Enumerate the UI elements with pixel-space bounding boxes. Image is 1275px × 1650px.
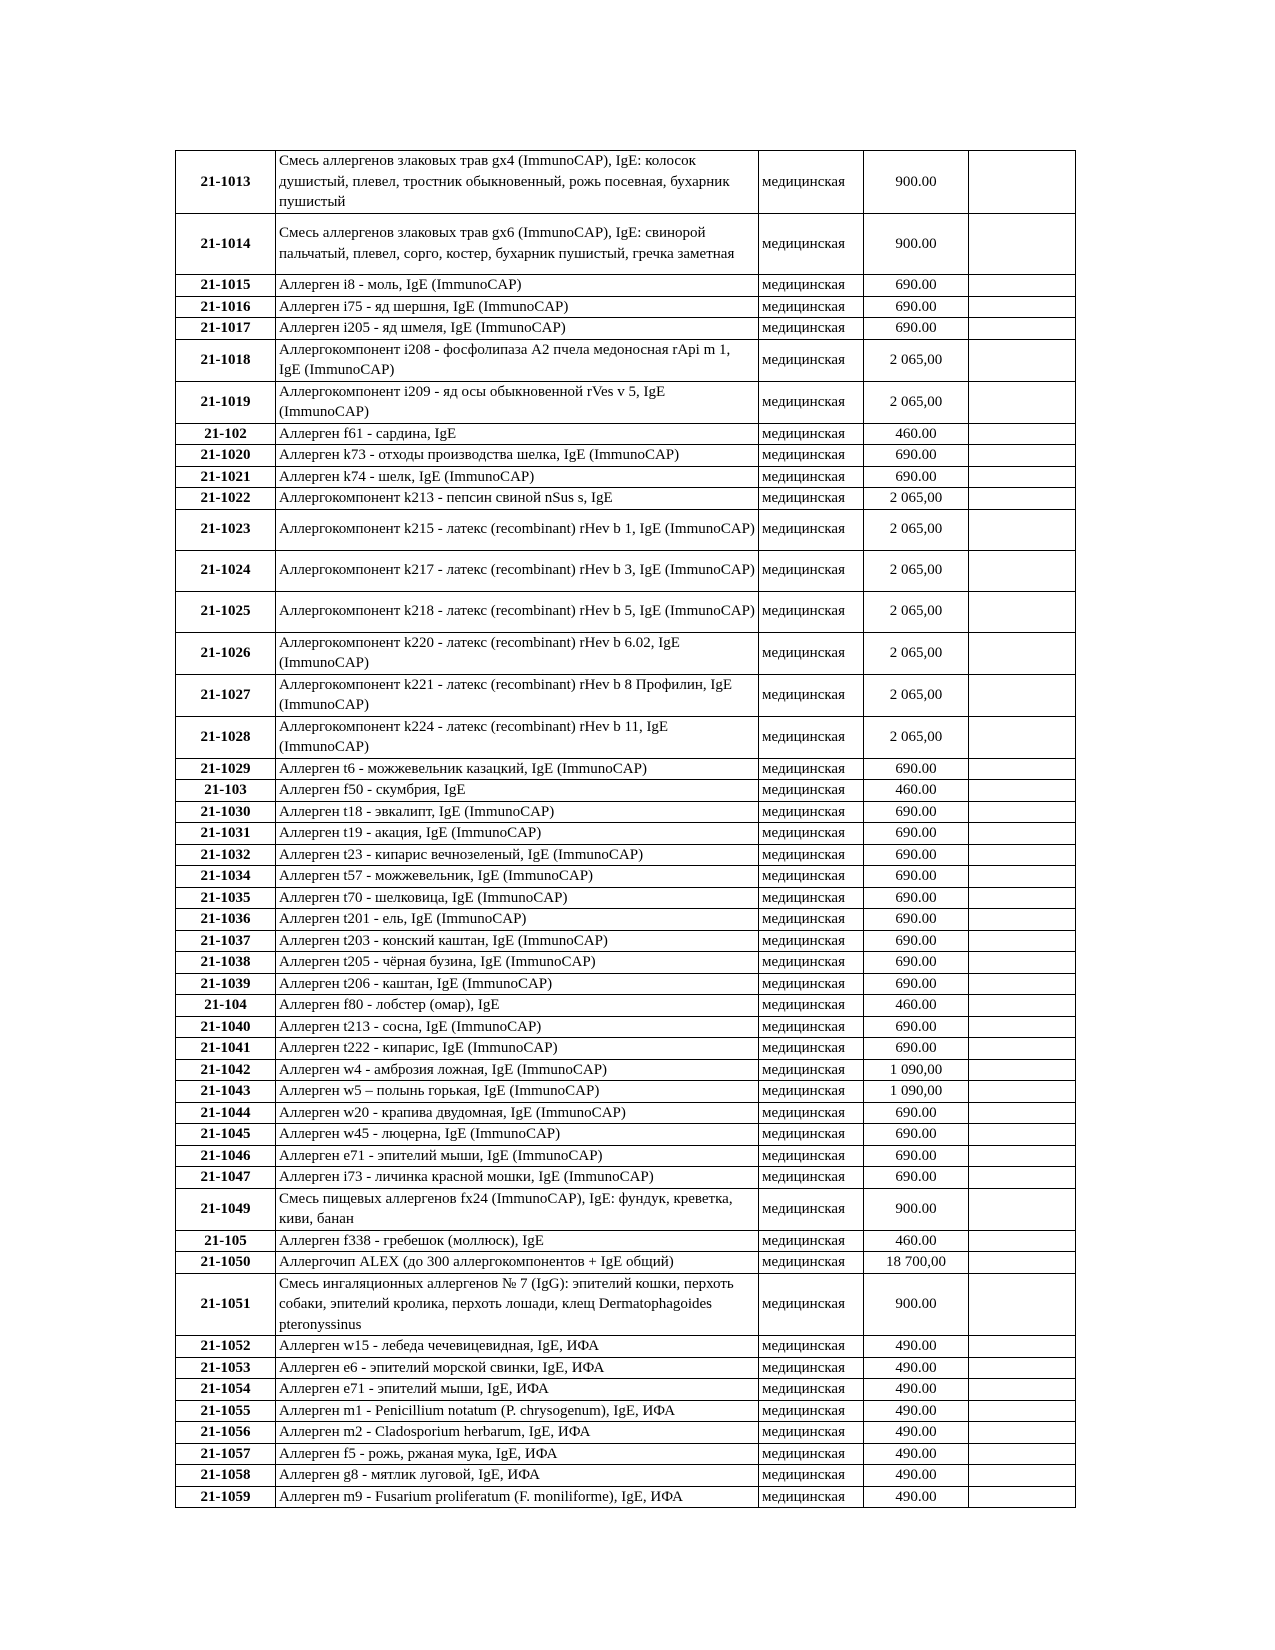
service-code-cell: 21-1023 (176, 509, 276, 550)
service-name-cell: Аллерген i75 - яд шершня, IgE (ImmunoCAP) (276, 296, 759, 318)
service-price-cell: 690.00 (864, 318, 969, 340)
service-code-cell: 21-1055 (176, 1400, 276, 1422)
service-price-cell: 460.00 (864, 780, 969, 802)
table-row (176, 1400, 1076, 1422)
table-row (176, 1081, 1076, 1103)
service-type-cell: медицинская (759, 930, 864, 952)
table-row (176, 1273, 1076, 1336)
service-extra-cell (969, 1273, 1076, 1336)
service-name-cell: Аллерген f61 - сардина, IgE (276, 423, 759, 445)
table-row (176, 339, 1076, 381)
service-price-cell: 690.00 (864, 823, 969, 845)
service-code-cell: 21-1042 (176, 1059, 276, 1081)
service-extra-cell (969, 1252, 1076, 1274)
service-extra-cell (969, 1081, 1076, 1103)
service-extra-cell (969, 296, 1076, 318)
service-extra-cell (969, 1102, 1076, 1124)
service-type-cell: медицинская (759, 445, 864, 467)
service-name-cell: Аллергокомпонент k217 - латекс (recombinant) rHev b 3, IgE (ImmunoCAP) (276, 550, 759, 591)
table-row (176, 1443, 1076, 1465)
service-extra-cell (969, 674, 1076, 716)
service-extra-cell (969, 275, 1076, 297)
service-name-cell: Аллергокомпонент i208 - фосфолипаза А2 пчела медоносная rApi m 1, IgE (ImmunoCAP) (276, 339, 759, 381)
service-type-cell: медицинская (759, 213, 864, 275)
service-price-cell: 690.00 (864, 1124, 969, 1146)
service-type-cell: медицинская (759, 275, 864, 297)
service-name-cell: Аллерген t213 - сосна, IgE (ImmunoCAP) (276, 1016, 759, 1038)
service-code-cell: 21-1045 (176, 1124, 276, 1146)
service-extra-cell (969, 591, 1076, 632)
service-price-cell: 690.00 (864, 801, 969, 823)
service-price-cell: 2 065,00 (864, 488, 969, 510)
service-price-cell: 690.00 (864, 1102, 969, 1124)
service-type-cell: медицинская (759, 801, 864, 823)
service-code-cell: 21-1019 (176, 381, 276, 423)
service-code-cell: 21-1034 (176, 866, 276, 888)
service-type-cell: медицинская (759, 1336, 864, 1358)
service-extra-cell (969, 423, 1076, 445)
service-price-cell: 690.00 (864, 1016, 969, 1038)
service-price-cell: 690.00 (864, 909, 969, 931)
service-name-cell: Аллерген k73 - отходы производства шелка, IgE (ImmunoCAP) (276, 445, 759, 467)
service-name-cell: Аллерген t19 - акация, IgE (ImmunoCAP) (276, 823, 759, 845)
service-type-cell: медицинская (759, 509, 864, 550)
service-price-cell: 460.00 (864, 1230, 969, 1252)
service-code-cell: 21-1049 (176, 1188, 276, 1230)
service-name-cell: Аллергокомпонент k218 - латекс (recombinant) rHev b 5, IgE (ImmunoCAP) (276, 591, 759, 632)
service-type-cell: медицинская (759, 151, 864, 214)
service-extra-cell (969, 488, 1076, 510)
service-extra-cell (969, 1357, 1076, 1379)
service-code-cell: 21-1036 (176, 909, 276, 931)
service-code-cell: 21-1041 (176, 1038, 276, 1060)
service-name-cell: Смесь аллергенов злаковых трав gx4 (ImmunoCAP), IgE: колосок душистый, плевел, тростник обыкновенный, рожь посевная, бухарник пушистый (276, 151, 759, 214)
service-extra-cell (969, 780, 1076, 802)
service-code-cell: 21-1053 (176, 1357, 276, 1379)
service-name-cell: Аллергокомпонент k221 - латекс (recombinant) rHev b 8 Профилин, IgE (ImmunoCAP) (276, 674, 759, 716)
service-extra-cell (969, 213, 1076, 275)
service-name-cell: Аллерген w4 - амброзия ложная, IgE (ImmunoCAP) (276, 1059, 759, 1081)
service-code-cell: 21-1030 (176, 801, 276, 823)
service-price-cell: 2 065,00 (864, 339, 969, 381)
service-extra-cell (969, 381, 1076, 423)
service-type-cell: медицинская (759, 758, 864, 780)
table-row (176, 1124, 1076, 1146)
table-row (176, 550, 1076, 591)
service-code-cell: 21-1044 (176, 1102, 276, 1124)
service-type-cell: медицинская (759, 1145, 864, 1167)
service-price-cell: 490.00 (864, 1400, 969, 1422)
service-type-cell: медицинская (759, 909, 864, 931)
service-name-cell: Аллерген t206 - каштан, IgE (ImmunoCAP) (276, 973, 759, 995)
service-name-cell: Аллерген i73 - личинка красной мошки, IgE (ImmunoCAP) (276, 1167, 759, 1189)
table-row (176, 844, 1076, 866)
table-row (176, 318, 1076, 340)
service-type-cell: медицинская (759, 1400, 864, 1422)
service-price-cell: 2 065,00 (864, 381, 969, 423)
service-name-cell: Аллерген m2 - Cladosporium herbarum, IgE, ИФА (276, 1422, 759, 1444)
service-extra-cell (969, 509, 1076, 550)
service-price-cell: 900.00 (864, 213, 969, 275)
service-code-cell: 21-1026 (176, 632, 276, 674)
service-code-cell: 21-1051 (176, 1273, 276, 1336)
service-price-cell: 490.00 (864, 1357, 969, 1379)
service-type-cell: медицинская (759, 1016, 864, 1038)
service-name-cell: Аллерген f80 - лобстер (омар), IgE (276, 995, 759, 1017)
service-name-cell: Аллергочип ALEX (до 300 аллергокомпонентов + IgE общий) (276, 1252, 759, 1274)
service-price-cell: 690.00 (864, 1145, 969, 1167)
service-type-cell: медицинская (759, 952, 864, 974)
service-code-cell: 21-1018 (176, 339, 276, 381)
service-code-cell: 21-1056 (176, 1422, 276, 1444)
service-code-cell: 21-1016 (176, 296, 276, 318)
service-name-cell: Аллерген m9 - Fusarium proliferatum (F. moniliforme), IgE, ИФА (276, 1486, 759, 1508)
service-price-cell: 690.00 (864, 930, 969, 952)
table-row (176, 1188, 1076, 1230)
service-type-cell: медицинская (759, 823, 864, 845)
service-type-cell: медицинская (759, 1443, 864, 1465)
service-price-cell: 2 065,00 (864, 716, 969, 758)
service-extra-cell (969, 632, 1076, 674)
table-row (176, 973, 1076, 995)
service-type-cell: медицинская (759, 674, 864, 716)
service-name-cell: Аллерген f5 - рожь, ржаная мука, IgE, ИФА (276, 1443, 759, 1465)
service-code-cell: 21-1046 (176, 1145, 276, 1167)
service-price-cell: 690.00 (864, 1038, 969, 1060)
service-code-cell: 21-1054 (176, 1379, 276, 1401)
service-name-cell: Аллерген t6 - можжевельник казацкий, IgE (ImmunoCAP) (276, 758, 759, 780)
service-price-cell: 690.00 (864, 887, 969, 909)
service-type-cell: медицинская (759, 423, 864, 445)
service-code-cell: 21-1058 (176, 1465, 276, 1487)
service-type-cell: медицинская (759, 1167, 864, 1189)
table-row (176, 823, 1076, 845)
service-type-cell: медицинская (759, 1465, 864, 1487)
service-price-cell: 1 090,00 (864, 1059, 969, 1081)
service-code-cell: 21-1017 (176, 318, 276, 340)
service-type-cell: медицинская (759, 780, 864, 802)
service-type-cell: медицинская (759, 1059, 864, 1081)
service-type-cell: медицинская (759, 1422, 864, 1444)
service-name-cell: Аллерген t23 - кипарис вечнозеленый, IgE (ImmunoCAP) (276, 844, 759, 866)
service-price-cell: 490.00 (864, 1486, 969, 1508)
table-row (176, 509, 1076, 550)
service-extra-cell (969, 550, 1076, 591)
service-price-cell: 18 700,00 (864, 1252, 969, 1274)
table-row (176, 780, 1076, 802)
service-extra-cell (969, 823, 1076, 845)
service-name-cell: Аллерген t201 - ель, IgE (ImmunoCAP) (276, 909, 759, 931)
service-type-cell: медицинская (759, 1081, 864, 1103)
service-code-cell: 21-1021 (176, 466, 276, 488)
service-code-cell: 21-1052 (176, 1336, 276, 1358)
service-name-cell: Аллерген k74 - шелк, IgE (ImmunoCAP) (276, 466, 759, 488)
service-extra-cell (969, 909, 1076, 931)
service-name-cell: Аллерген w5 – полынь горькая, IgE (ImmunoCAP) (276, 1081, 759, 1103)
service-code-cell: 21-1029 (176, 758, 276, 780)
service-code-cell: 21-1028 (176, 716, 276, 758)
service-name-cell: Аллерген t203 - конский каштан, IgE (ImmunoCAP) (276, 930, 759, 952)
table-row (176, 632, 1076, 674)
service-name-cell: Аллерген i205 - яд шмеля, IgE (ImmunoCAP) (276, 318, 759, 340)
table-row (176, 381, 1076, 423)
service-code-cell: 21-1047 (176, 1167, 276, 1189)
service-extra-cell (969, 1188, 1076, 1230)
service-price-cell: 900.00 (864, 151, 969, 214)
service-name-cell: Аллерген i8 - моль, IgE (ImmunoCAP) (276, 275, 759, 297)
table-row (176, 1422, 1076, 1444)
service-type-cell: медицинская (759, 1252, 864, 1274)
service-extra-cell (969, 930, 1076, 952)
service-extra-cell (969, 995, 1076, 1017)
service-type-cell: медицинская (759, 339, 864, 381)
service-name-cell: Аллерген f338 - гребешок (моллюск), IgE (276, 1230, 759, 1252)
service-code-cell: 21-1040 (176, 1016, 276, 1038)
service-code-cell: 21-1025 (176, 591, 276, 632)
service-extra-cell (969, 1059, 1076, 1081)
service-extra-cell (969, 952, 1076, 974)
service-code-cell: 21-1038 (176, 952, 276, 974)
service-name-cell: Аллерген m1 - Penicillium notatum (P. chrysogenum), IgE, ИФА (276, 1400, 759, 1422)
service-price-cell: 490.00 (864, 1336, 969, 1358)
service-extra-cell (969, 1038, 1076, 1060)
service-type-cell: медицинская (759, 1273, 864, 1336)
service-code-cell: 21-1039 (176, 973, 276, 995)
service-extra-cell (969, 1400, 1076, 1422)
service-price-cell: 490.00 (864, 1379, 969, 1401)
service-code-cell: 21-1057 (176, 1443, 276, 1465)
service-name-cell: Аллерген t205 - чёрная бузина, IgE (ImmunoCAP) (276, 952, 759, 974)
service-extra-cell (969, 1336, 1076, 1358)
table-row (176, 1059, 1076, 1081)
service-extra-cell (969, 1016, 1076, 1038)
service-code-cell: 21-102 (176, 423, 276, 445)
service-name-cell: Аллерген е6 - эпителий морской свинки, IgE, ИФА (276, 1357, 759, 1379)
service-price-cell: 690.00 (864, 844, 969, 866)
table-row (176, 674, 1076, 716)
table-row (176, 1486, 1076, 1508)
table-row (176, 213, 1076, 275)
service-code-cell: 21-1024 (176, 550, 276, 591)
service-code-cell: 21-104 (176, 995, 276, 1017)
service-code-cell: 21-1014 (176, 213, 276, 275)
service-name-cell: Аллерген t57 - можжевельник, IgE (ImmunoCAP) (276, 866, 759, 888)
table-row (176, 1252, 1076, 1274)
service-extra-cell (969, 866, 1076, 888)
service-code-cell: 21-1013 (176, 151, 276, 214)
service-type-cell: медицинская (759, 1188, 864, 1230)
service-price-cell: 2 065,00 (864, 632, 969, 674)
service-price-cell: 690.00 (864, 1167, 969, 1189)
service-type-cell: медицинская (759, 844, 864, 866)
table-row (176, 151, 1076, 214)
table-row (176, 952, 1076, 974)
service-type-cell: медицинская (759, 995, 864, 1017)
service-extra-cell (969, 445, 1076, 467)
service-code-cell: 21-1032 (176, 844, 276, 866)
service-name-cell: Аллерген e71 - эпителий мыши, IgE, ИФА (276, 1379, 759, 1401)
service-price-cell: 690.00 (864, 296, 969, 318)
service-extra-cell (969, 801, 1076, 823)
service-price-cell: 690.00 (864, 758, 969, 780)
service-type-cell: медицинская (759, 318, 864, 340)
service-code-cell: 21-103 (176, 780, 276, 802)
service-extra-cell (969, 973, 1076, 995)
table-row (176, 909, 1076, 931)
service-code-cell: 21-1031 (176, 823, 276, 845)
service-code-cell: 21-1020 (176, 445, 276, 467)
table-row (176, 801, 1076, 823)
service-type-cell: медицинская (759, 887, 864, 909)
table-row (176, 1357, 1076, 1379)
service-price-cell: 2 065,00 (864, 591, 969, 632)
service-type-cell: медицинская (759, 466, 864, 488)
service-price-cell: 2 065,00 (864, 509, 969, 550)
service-type-cell: медицинская (759, 716, 864, 758)
table-row (176, 716, 1076, 758)
table-row (176, 995, 1076, 1017)
service-name-cell: Аллерген g8 - мятлик луговой, IgE, ИФА (276, 1465, 759, 1487)
service-extra-cell (969, 758, 1076, 780)
service-extra-cell (969, 716, 1076, 758)
table-row (176, 1379, 1076, 1401)
service-price-cell: 490.00 (864, 1422, 969, 1444)
service-name-cell: Аллерген t70 - шелковица, IgE (ImmunoCAP) (276, 887, 759, 909)
table-row (176, 591, 1076, 632)
service-type-cell: медицинская (759, 973, 864, 995)
service-name-cell: Аллергокомпонент k220 - латекс (recombinant) rHev b 6.02, IgE (ImmunoCAP) (276, 632, 759, 674)
service-name-cell: Аллергокомпонент i209 - яд осы обыкновенной rVes v 5, IgE (ImmunoCAP) (276, 381, 759, 423)
service-name-cell: Аллерген f50 - скумбрия, IgE (276, 780, 759, 802)
service-type-cell: медицинская (759, 550, 864, 591)
table-row (176, 275, 1076, 297)
service-price-cell: 2 065,00 (864, 550, 969, 591)
service-code-cell: 21-1027 (176, 674, 276, 716)
service-name-cell: Аллерген e71 - эпителий мыши, IgE (ImmunoCAP) (276, 1145, 759, 1167)
service-extra-cell (969, 1486, 1076, 1508)
service-name-cell: Аллергокомпонент k215 - латекс (recombinant) rHev b 1, IgE (ImmunoCAP) (276, 509, 759, 550)
service-price-cell: 690.00 (864, 973, 969, 995)
service-name-cell: Смесь аллергенов злаковых трав gx6 (ImmunoCAP), IgE: свинорой пальчатый, плевел, сорго, костер, бухарник пушистый, гречка заметная (276, 213, 759, 275)
table-row (176, 445, 1076, 467)
service-type-cell: медицинская (759, 1357, 864, 1379)
service-type-cell: медицинская (759, 488, 864, 510)
service-type-cell: медицинская (759, 1038, 864, 1060)
service-extra-cell (969, 1124, 1076, 1146)
service-code-cell: 21-1035 (176, 887, 276, 909)
service-name-cell: Смесь пищевых аллергенов fx24 (ImmunoCAP), IgE: фундук, креветка, киви, банан (276, 1188, 759, 1230)
service-price-cell: 690.00 (864, 866, 969, 888)
table-row (176, 1230, 1076, 1252)
service-price-cell: 490.00 (864, 1465, 969, 1487)
table-row (176, 296, 1076, 318)
table-row (176, 758, 1076, 780)
service-type-cell: медицинская (759, 632, 864, 674)
service-price-cell: 690.00 (864, 952, 969, 974)
table-row (176, 1465, 1076, 1487)
service-type-cell: медицинская (759, 1102, 864, 1124)
service-code-cell: 21-1050 (176, 1252, 276, 1274)
service-extra-cell (969, 1443, 1076, 1465)
price-list-table (175, 150, 1076, 1508)
service-price-cell: 490.00 (864, 1443, 969, 1465)
service-name-cell: Аллерген w20 - крапива двудомная, IgE (ImmunoCAP) (276, 1102, 759, 1124)
service-type-cell: медицинская (759, 1230, 864, 1252)
table-row (176, 1145, 1076, 1167)
service-code-cell: 21-105 (176, 1230, 276, 1252)
service-name-cell: Аллерген t18 - эвкалипт, IgE (ImmunoCAP) (276, 801, 759, 823)
service-extra-cell (969, 339, 1076, 381)
service-code-cell: 21-1015 (176, 275, 276, 297)
service-code-cell: 21-1037 (176, 930, 276, 952)
table-row (176, 1038, 1076, 1060)
service-price-cell: 690.00 (864, 445, 969, 467)
service-extra-cell (969, 887, 1076, 909)
price-list-body (176, 151, 1076, 1508)
service-name-cell: Аллерген t222 - кипарис, IgE (ImmunoCAP) (276, 1038, 759, 1060)
service-name-cell: Смесь ингаляционных аллергенов № 7 (IgG): эпителий кошки, перхоть собаки, эпителий кролика, перхоть лошади, клещ Dermatophagoides pteronyssinus (276, 1273, 759, 1336)
service-code-cell: 21-1043 (176, 1081, 276, 1103)
service-type-cell: медицинская (759, 381, 864, 423)
table-row (176, 866, 1076, 888)
table-row (176, 466, 1076, 488)
table-row (176, 930, 1076, 952)
service-price-cell: 1 090,00 (864, 1081, 969, 1103)
table-row (176, 1102, 1076, 1124)
service-extra-cell (969, 1465, 1076, 1487)
service-code-cell: 21-1059 (176, 1486, 276, 1508)
table-row (176, 1336, 1076, 1358)
service-extra-cell (969, 1379, 1076, 1401)
service-extra-cell (969, 151, 1076, 214)
service-extra-cell (969, 318, 1076, 340)
service-type-cell: медицинская (759, 591, 864, 632)
table-row (176, 887, 1076, 909)
service-price-cell: 690.00 (864, 275, 969, 297)
table-row (176, 1016, 1076, 1038)
service-extra-cell (969, 466, 1076, 488)
table-row (176, 488, 1076, 510)
service-extra-cell (969, 1167, 1076, 1189)
service-name-cell: Аллерген w45 - люцерна, IgE (ImmunoCAP) (276, 1124, 759, 1146)
service-type-cell: медицинская (759, 866, 864, 888)
service-name-cell: Аллергокомпонент k213 - пепсин свиной nSus s, IgE (276, 488, 759, 510)
service-extra-cell (969, 1230, 1076, 1252)
table-row (176, 1167, 1076, 1189)
service-type-cell: медицинская (759, 296, 864, 318)
service-name-cell: Аллерген w15 - лебеда чечевицевидная, IgE, ИФА (276, 1336, 759, 1358)
service-type-cell: медицинская (759, 1124, 864, 1146)
service-price-cell: 460.00 (864, 423, 969, 445)
service-name-cell: Аллергокомпонент k224 - латекс (recombinant) rHev b 11, IgE (ImmunoCAP) (276, 716, 759, 758)
service-extra-cell (969, 844, 1076, 866)
service-type-cell: медицинская (759, 1379, 864, 1401)
service-extra-cell (969, 1422, 1076, 1444)
table-row (176, 423, 1076, 445)
service-price-cell: 690.00 (864, 466, 969, 488)
service-price-cell: 2 065,00 (864, 674, 969, 716)
service-price-cell: 460.00 (864, 995, 969, 1017)
service-price-cell: 900.00 (864, 1273, 969, 1336)
service-code-cell: 21-1022 (176, 488, 276, 510)
service-extra-cell (969, 1145, 1076, 1167)
service-price-cell: 900.00 (864, 1188, 969, 1230)
service-type-cell: медицинская (759, 1486, 864, 1508)
